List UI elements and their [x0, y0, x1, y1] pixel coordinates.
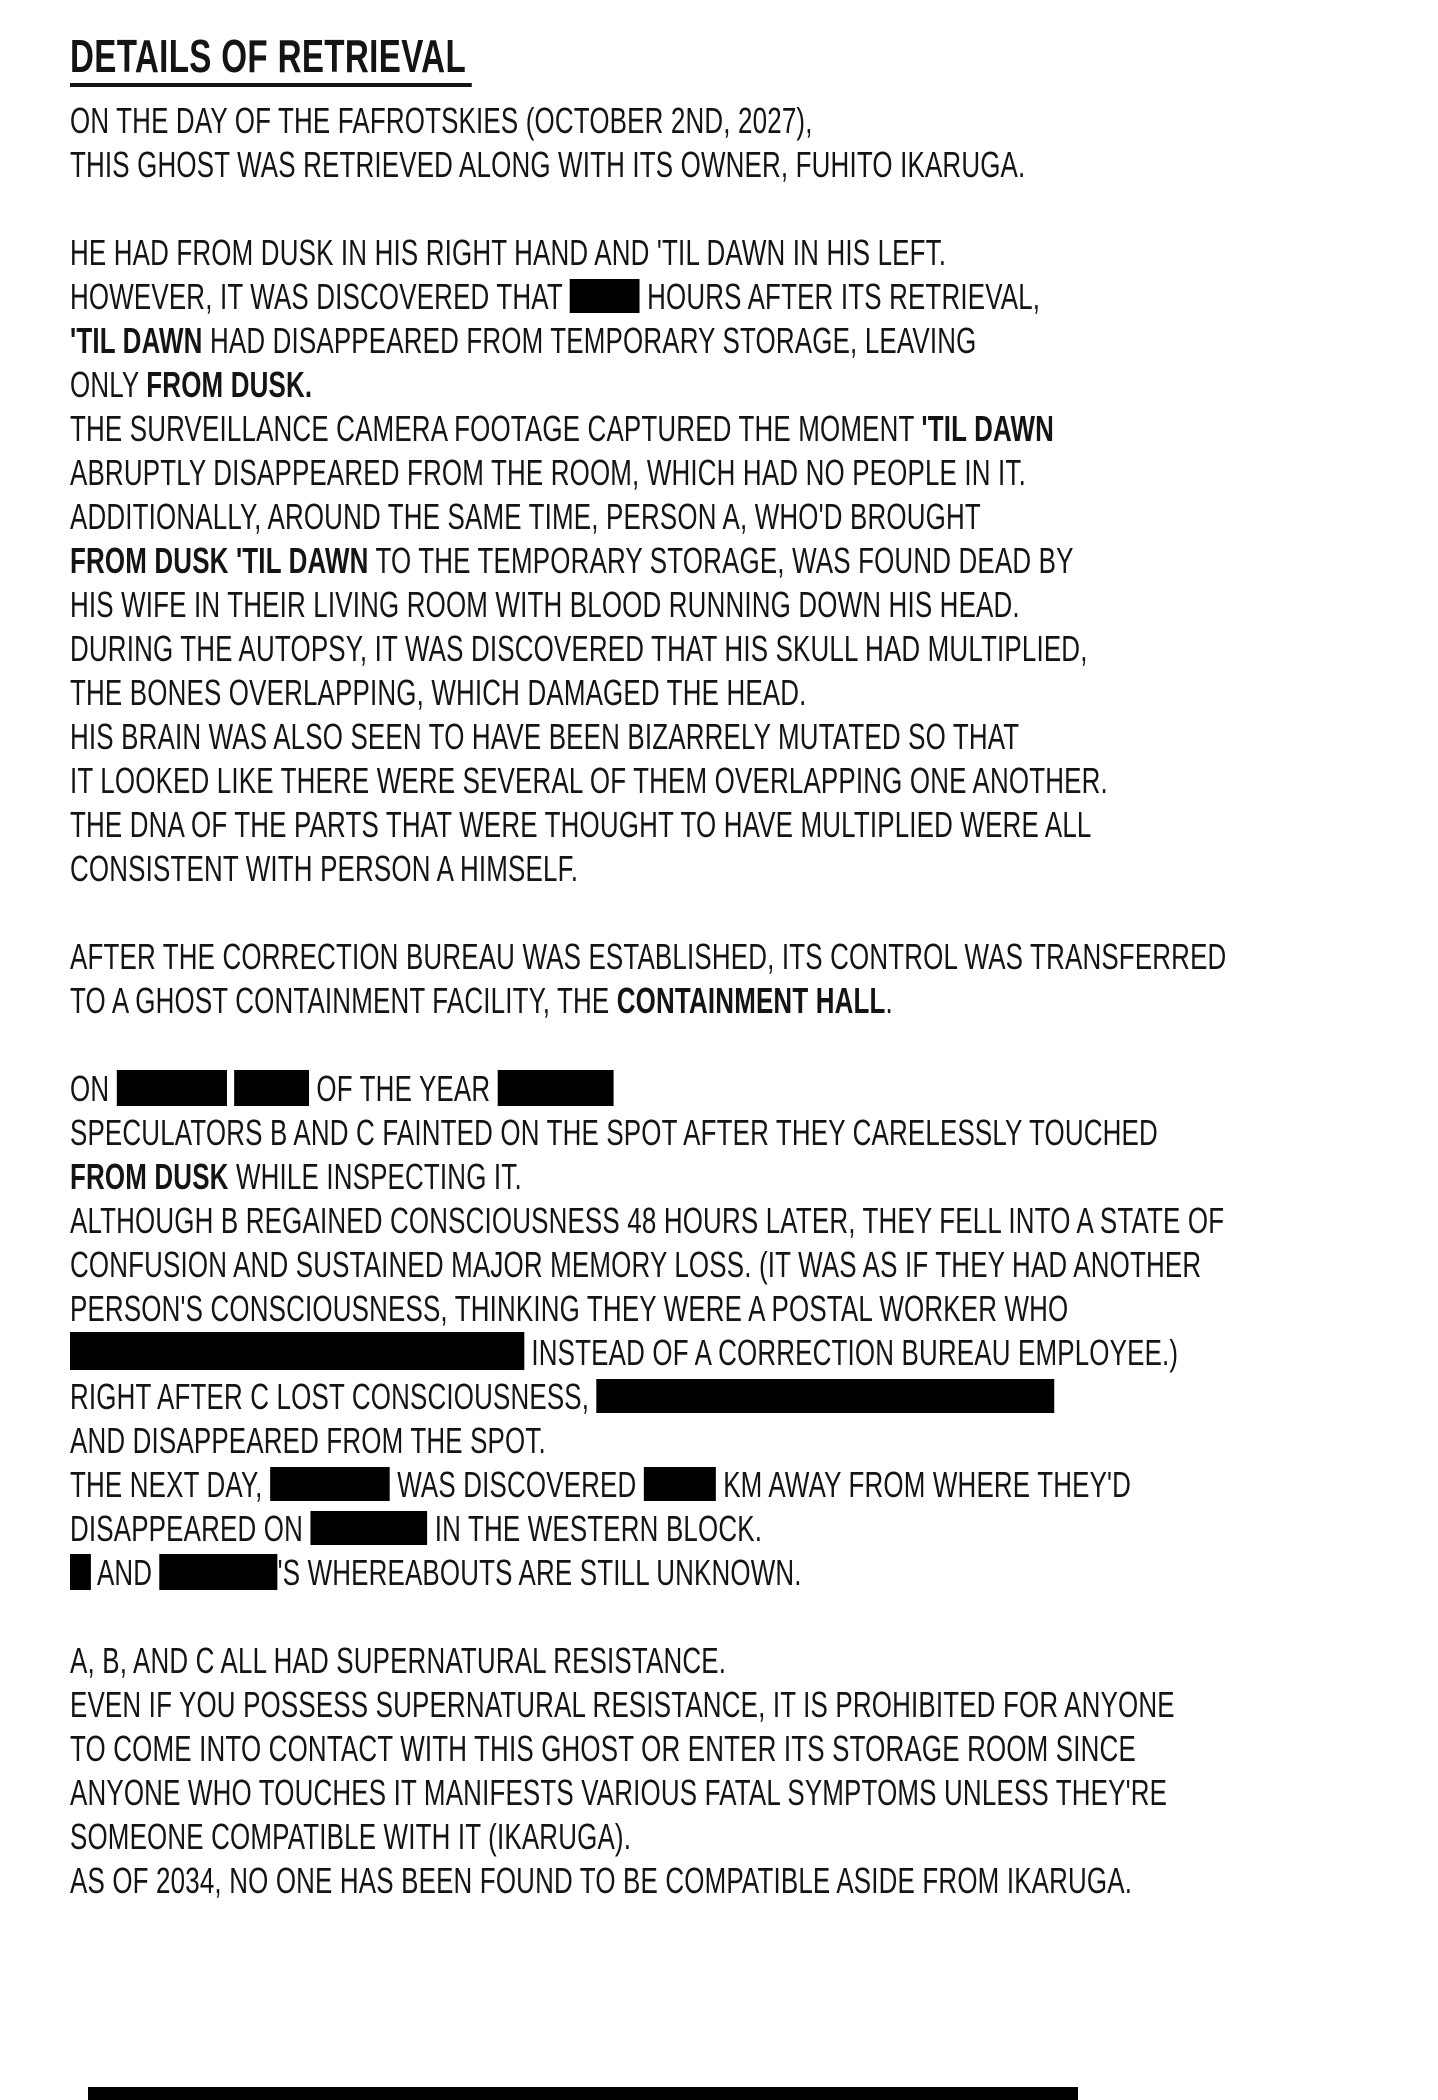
text-line: [70, 715, 1438, 759]
text-segment: AND DISAPPEARED FROM THE SPOT.: [70, 1420, 546, 1461]
text-line: [70, 583, 1438, 627]
text-segment: ABRUPTLY DISAPPEARED FROM THE ROOM, WHICH HAD NO PEOPLE IN IT.: [70, 452, 1026, 493]
text-segment: FROM DUSK 'TIL DAWN: [70, 540, 369, 581]
text-line: [70, 451, 1438, 495]
document-title: DETAILS OF RETRIEVAL: [70, 30, 472, 87]
text-segment: DISAPPEARED ON: [70, 1508, 311, 1549]
redaction-bar: [644, 1467, 716, 1501]
redaction-bar: [160, 1554, 278, 1590]
text-line: [70, 1155, 1438, 1199]
text-segment: AS OF 2034, NO ONE HAS BEEN FOUND TO BE COMPATIBLE ASIDE FROM IKARUGA.: [70, 1860, 1133, 1901]
text-line: [70, 407, 1438, 451]
text-segment: 'TIL DAWN: [921, 408, 1055, 449]
redaction-bar: [498, 1070, 614, 1106]
text-segment: ONLY: [70, 364, 147, 405]
text-segment: 'S WHEREABOUTS ARE STILL UNKNOWN.: [277, 1552, 802, 1593]
text-line: [70, 1111, 1438, 1155]
text-line: [70, 1859, 1438, 1903]
text-segment: OF THE YEAR: [309, 1068, 498, 1109]
redaction-bar: [70, 1332, 524, 1370]
text-line: [70, 1067, 1438, 1111]
text-segment: .: [885, 980, 893, 1021]
text-segment: HAD DISAPPEARED FROM TEMPORARY STORAGE, LEAVING: [202, 320, 977, 361]
text-segment: ANYONE WHO TOUCHES IT MANIFESTS VARIOUS FATAL SYMPTOMS UNLESS THEY'RE: [70, 1772, 1168, 1813]
text-segment: IT LOOKED LIKE THERE WERE SEVERAL OF THEM OVERLAPPING ONE ANOTHER.: [70, 760, 1108, 801]
text-line: [70, 1243, 1438, 1287]
text-line: [70, 671, 1438, 715]
text-line: [70, 319, 1438, 363]
text-line: [70, 495, 1438, 539]
text-line: [70, 363, 1438, 407]
text-line: [70, 275, 1438, 319]
text-segment: PERSON'S CONSCIOUSNESS, THINKING THEY WERE A POSTAL WORKER WHO: [70, 1288, 1069, 1329]
redaction-bar: [570, 279, 640, 313]
text-segment: SPECULATORS B AND C FAINTED ON THE SPOT AFTER THEY CARELESSLY TOUCHED: [70, 1112, 1158, 1153]
paragraph: [70, 231, 1438, 891]
text-line: [70, 847, 1438, 891]
text-line: [70, 143, 1438, 187]
text-segment: CONFUSION AND SUSTAINED MAJOR MEMORY LOSS. (IT WAS AS IF THEY HAD ANOTHER: [70, 1244, 1202, 1285]
text-segment: ON THE DAY OF THE FAFROTSKIES (OCTOBER 2ND, 2027),: [70, 100, 813, 141]
text-segment: 'TIL DAWN: [70, 320, 203, 361]
paragraph: [70, 935, 1438, 1023]
paragraph: [70, 99, 1438, 187]
text-segment: FROM DUSK.: [146, 364, 313, 405]
text-segment: INSTEAD OF A CORRECTION BUREAU EMPLOYEE.): [523, 1332, 1179, 1373]
text-segment: AND: [90, 1552, 160, 1593]
text-line: [70, 935, 1438, 979]
bottom-redaction-bar: [88, 2087, 1078, 2100]
text-segment: TO THE TEMPORARY STORAGE, WAS FOUND DEAD BY: [368, 540, 1074, 581]
text-segment: HOURS AFTER ITS RETRIEVAL,: [639, 276, 1041, 317]
redaction-bar: [234, 1070, 309, 1106]
text-line: [70, 1463, 1438, 1507]
text-line: [70, 1331, 1438, 1375]
text-segment: A, B, AND C ALL HAD SUPERNATURAL RESISTANCE.: [70, 1640, 727, 1681]
text-segment: DURING THE AUTOPSY, IT WAS DISCOVERED THAT HIS SKULL HAD MULTIPLIED,: [70, 628, 1088, 669]
text-segment: ALTHOUGH B REGAINED CONSCIOUSNESS 48 HOURS LATER, THEY FELL INTO A STATE OF: [70, 1200, 1225, 1241]
text-line: [70, 1683, 1438, 1727]
text-line: [70, 99, 1438, 143]
text-segment: KM AWAY FROM WHERE THEY'D: [715, 1464, 1132, 1505]
redaction-bar: [270, 1467, 390, 1501]
text-line: [70, 1507, 1438, 1551]
text-segment: WHILE INSPECTING IT.: [228, 1156, 522, 1197]
redaction-bar: [310, 1511, 427, 1545]
text-segment: CONTAINMENT HALL: [616, 980, 886, 1021]
text-line: [70, 803, 1438, 847]
text-segment: HOWEVER, IT WAS DISCOVERED THAT: [70, 276, 570, 317]
text-line: [70, 1551, 1438, 1595]
text-line: [70, 1287, 1438, 1331]
text-segment: HIS WIFE IN THEIR LIVING ROOM WITH BLOOD RUNNING DOWN HIS HEAD.: [70, 584, 1020, 625]
text-segment: CONSISTENT WITH PERSON A HIMSELF.: [70, 848, 579, 889]
paragraph: [70, 1639, 1438, 1903]
text-segment: IN THE WESTERN BLOCK.: [427, 1508, 763, 1549]
text-line: [70, 1419, 1438, 1463]
redaction-bar: [70, 1554, 91, 1590]
paragraphs: [70, 99, 1438, 1903]
text-segment: THE SURVEILLANCE CAMERA FOOTAGE CAPTURED THE MOMENT: [70, 408, 922, 449]
redaction-bar: [117, 1070, 227, 1106]
text-segment: HE HAD FROM DUSK IN HIS RIGHT HAND AND 'TIL DAWN IN HIS LEFT.: [70, 232, 947, 273]
text-segment: FROM DUSK: [70, 1156, 229, 1197]
text-line: [70, 1727, 1438, 1771]
text-segment: RIGHT AFTER C LOST CONSCIOUSNESS,: [70, 1376, 597, 1417]
text-segment: THE NEXT DAY,: [70, 1464, 270, 1505]
text-line: [70, 231, 1438, 275]
text-segment: HIS BRAIN WAS ALSO SEEN TO HAVE BEEN BIZARRELY MUTATED SO THAT: [70, 716, 1020, 757]
text-segment: WAS DISCOVERED: [389, 1464, 644, 1505]
text-segment: TO A GHOST CONTAINMENT FACILITY, THE: [70, 980, 617, 1021]
text-segment: EVEN IF YOU POSSESS SUPERNATURAL RESISTANCE, IT IS PROHIBITED FOR ANYONE: [70, 1684, 1175, 1725]
text-line: [70, 759, 1438, 803]
text-segment: TO COME INTO CONTACT WITH THIS GHOST OR ENTER ITS STORAGE ROOM SINCE: [70, 1728, 1136, 1769]
text-line: [70, 1375, 1438, 1419]
text-segment: THE BONES OVERLAPPING, WHICH DAMAGED THE HEAD.: [70, 672, 807, 713]
text-segment: THE DNA OF THE PARTS THAT WERE THOUGHT TO HAVE MULTIPLIED WERE ALL: [70, 804, 1092, 845]
text-line: [70, 1639, 1438, 1683]
text-segment: THIS GHOST WAS RETRIEVED ALONG WITH ITS OWNER, FUHITO IKARUGA.: [70, 144, 1026, 185]
text-line: [70, 1815, 1438, 1859]
text-segment: ADDITIONALLY, AROUND THE SAME TIME, PERSON A, WHO'D BROUGHT: [70, 496, 981, 537]
text-line: [70, 539, 1438, 583]
paragraph: [70, 1067, 1438, 1595]
text-line: [70, 1199, 1438, 1243]
document-content: [70, 30, 1438, 1903]
text-line: [70, 627, 1438, 671]
text-segment: SOMEONE COMPATIBLE WITH IT (IKARUGA).: [70, 1816, 632, 1857]
text-line: [70, 1771, 1438, 1815]
text-segment: ON: [70, 1068, 117, 1109]
text-line: [70, 979, 1438, 1023]
text-segment: [227, 1068, 234, 1109]
redaction-bar: [597, 1379, 1055, 1413]
text-segment: AFTER THE CORRECTION BUREAU WAS ESTABLISHED, ITS CONTROL WAS TRANSFERRED: [70, 936, 1227, 977]
